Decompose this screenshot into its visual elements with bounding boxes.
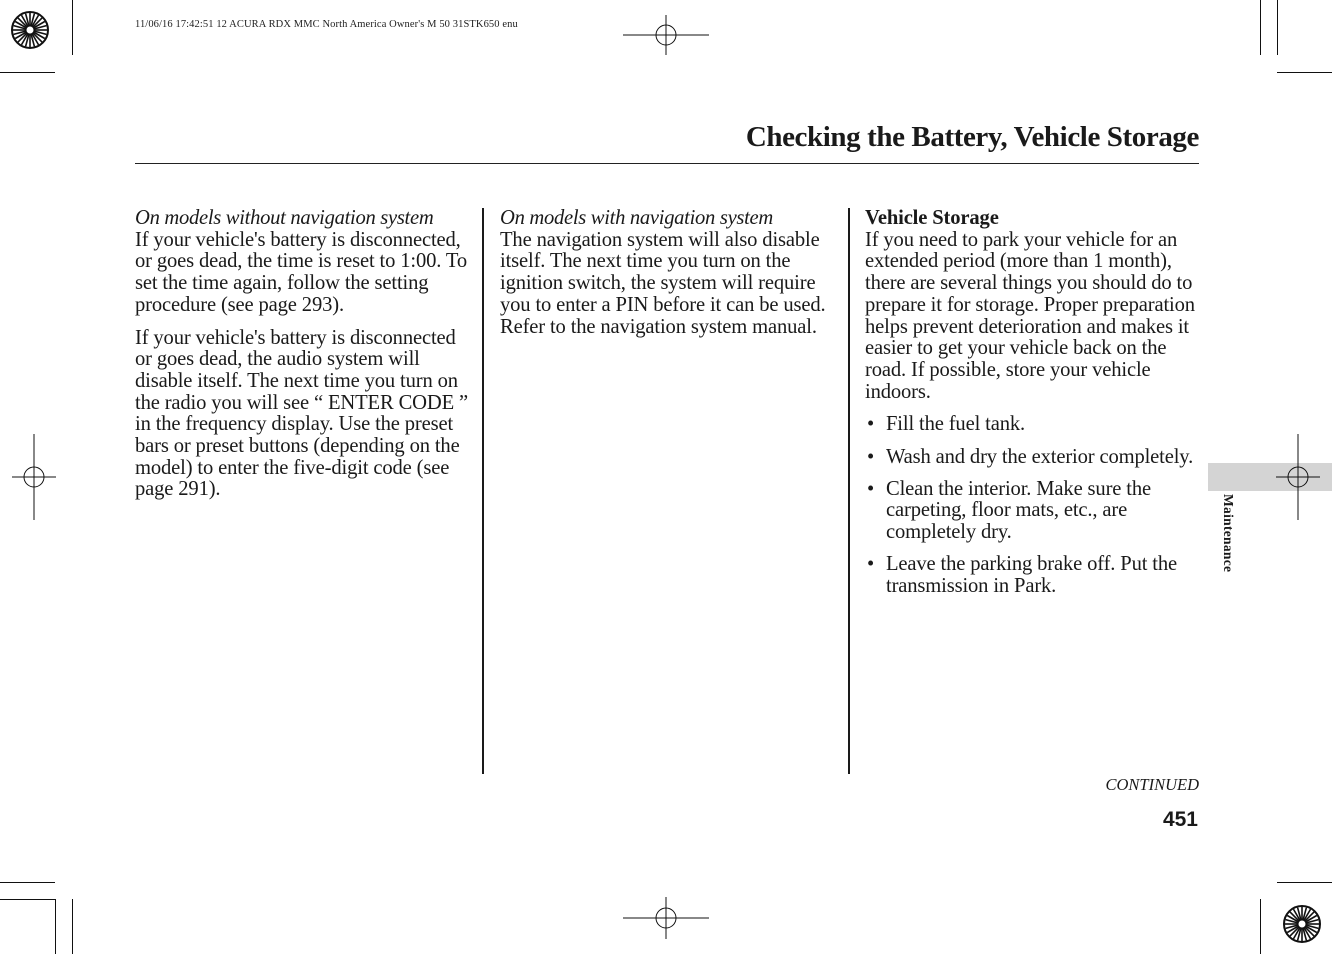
storage-checklist bbox=[865, 414, 1197, 597]
bullet-icon: • bbox=[867, 477, 875, 500]
subhead-without-nav: On models without navigation system bbox=[135, 207, 434, 229]
page-title: Checking the Battery, Vehicle Storage bbox=[745, 121, 1199, 153]
column-middle bbox=[500, 208, 836, 338]
list-item: • Wash and dry the exterior completely. bbox=[867, 445, 1194, 468]
crop-mark-icon bbox=[1277, 882, 1332, 883]
crop-mark-icon bbox=[0, 882, 55, 883]
crop-mark-icon bbox=[0, 899, 55, 900]
starburst-register-icon bbox=[10, 10, 50, 50]
continued-label: CONTINUED bbox=[1105, 775, 1199, 794]
bullet-icon: • bbox=[867, 553, 875, 576]
section-title-vehicle-storage: Vehicle Storage bbox=[865, 207, 999, 229]
crop-mark-icon bbox=[1277, 72, 1332, 73]
side-tab-label: Maintenance bbox=[1221, 494, 1236, 573]
print-slug: 11/06/16 17:42:51 12 ACURA RDX MMC North America Owner's M 50 31STK650 enu bbox=[135, 19, 518, 30]
page-number: 451 bbox=[1162, 808, 1198, 831]
paragraph-audio-code: If your vehicle's battery is disconnected or goes dead, the audio system will disable itself. The next time you turn on the radio you will see “ ENTER CODE ” in the frequency display. Use the preset bars or preset buttons (depending on the model) to enter the five-digit code (see page 291). bbox=[135, 326, 469, 501]
bullet-icon: • bbox=[867, 413, 875, 436]
column-right bbox=[865, 208, 1197, 608]
crop-mark-icon bbox=[72, 0, 73, 55]
title-rule bbox=[135, 163, 1199, 164]
subhead-with-nav: On models with navigation system bbox=[500, 207, 773, 229]
paragraph-storage-intro: If you need to park your vehicle for an extended period (more than 1 month), there are several things you should do to prepare it for storage. Proper preparation helps prevent deterioration and makes it easier to get your vehicle back on the road. If possible, store your vehicle indoors. bbox=[865, 228, 1195, 403]
registration-target-icon bbox=[623, 897, 709, 939]
registration-target-icon bbox=[1276, 434, 1320, 520]
column-divider bbox=[848, 208, 850, 774]
paragraph-nav-pin: The navigation system will also disable itself. The next time you turn on the ignition switch, the system will require you to enter a PIN before it can be used. Refer to the navigation system manual. bbox=[500, 228, 826, 338]
crop-mark-icon bbox=[1277, 0, 1278, 55]
column-divider bbox=[482, 208, 484, 774]
list-item: • Clean the interior. Make sure the carpeting, floor mats, etc., are completely dry. bbox=[867, 477, 1151, 544]
column-left bbox=[135, 208, 471, 501]
crop-mark-icon bbox=[55, 899, 56, 954]
crop-mark-icon bbox=[72, 899, 73, 954]
list-item: • Leave the parking brake off. Put the transmission in Park. bbox=[867, 553, 1178, 598]
paragraph-clock-reset: If your vehicle's battery is disconnected, or goes dead, the time is reset to 1:00. To set the time again, follow the setting procedure (see page 293). bbox=[135, 228, 468, 316]
crop-mark-icon bbox=[1260, 0, 1261, 55]
bullet-icon: • bbox=[867, 445, 875, 468]
crop-mark-icon bbox=[0, 72, 55, 73]
crop-mark-icon bbox=[1260, 899, 1261, 954]
registration-target-icon bbox=[12, 434, 56, 520]
list-item: • Fill the fuel tank. bbox=[867, 413, 1025, 436]
registration-target-icon bbox=[623, 15, 709, 55]
starburst-register-icon bbox=[1282, 904, 1322, 944]
